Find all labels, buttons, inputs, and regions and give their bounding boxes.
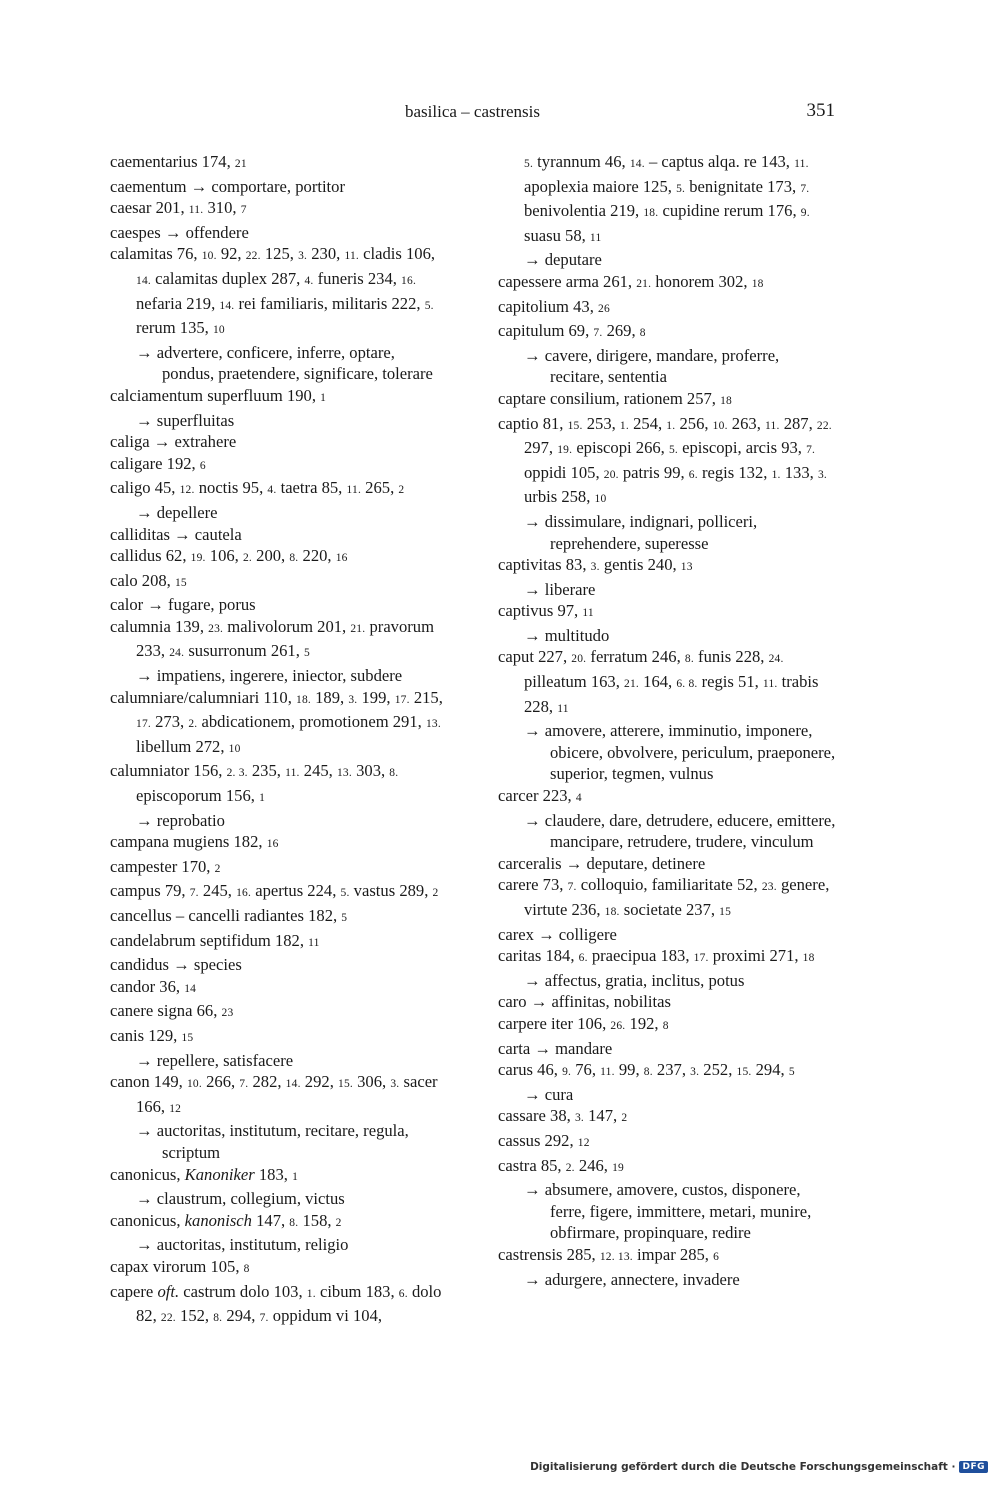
page-header	[110, 102, 835, 130]
index-column-right	[498, 151, 836, 1290]
index-entry: campus 79, 7. 245, 16. apertus 224, 5. vastus 289, 2	[110, 881, 439, 901]
index-entry: carcer 223, 4 → claudere, dare, detrudere, educere, emittere, mancipare, retrudere, trudere, vinculum	[498, 786, 836, 852]
page-number: 351	[806, 100, 835, 121]
footer-text: Digitalisierung gefördert durch die Deutsche Forschungsgemeinschaft ·	[530, 1461, 956, 1473]
index-entry: caro → affinitas, nobilitas	[498, 992, 671, 1012]
index-entry: campester 170, 2	[110, 856, 221, 876]
index-entry: captivus 97, 11 → multitudo	[498, 601, 610, 645]
index-entry: caput 227, 20. ferratum 246, 8. funis 228, 24. pilleatum 163, 21. 164, 6. 8. regis 51, 11. trabis 228, 11 → amovere, atterere, imminutio, imponere, obicere, obvolvere, periculum, praeponere, superior, tegmen, vulnus	[498, 647, 836, 784]
index-entry: captio 81, 15. 253, 1. 254, 1. 256, 10. 263, 11. 287, 22. 297, 19. episcopi 266, 5. episcopi, arcis 93, 7. oppidi 105, 20. patris 99, 6. regis 132, 1. 133, 3. urbis 258, 10 → dissimulare, indignari, polliceri, reprehendere, superesse	[498, 413, 832, 553]
index-entry: calciamentum superfluum 190, 1 → superfluitas	[110, 385, 327, 430]
index-entry: calamitas 76, 10. 92, 22. 125, 3. 230, 11. cladis 106, 14. calamitas duplex 287, 4. funeris 234, 16. nefaria 219, 14. rei familiaris, militaris 222, 5. rerum 135, 10 → advertere, conficere, inferre, optare, pondus, praetendere, significare, tolerare	[110, 244, 436, 384]
dfg-logo: DFG	[959, 1461, 988, 1473]
index-entry: calumnia 139, 23. malivolorum 201, 21. pravorum 233, 24. susurronum 261, 5 → impatiens, ingerere, iniector, subdere	[110, 616, 435, 686]
index-entry: canis 129, 15 → repellere, satisfacere	[110, 1025, 294, 1070]
index-entry: capitulum 69, 7. 269, 8 → cavere, dirigere, mandare, proferre, recitare, sententia	[498, 321, 780, 387]
index-entry: calumniator 156, 2. 3. 235, 11. 245, 13. 303, 8. episcoporum 156, 1 → reprobatio	[110, 761, 399, 830]
index-entry: calo 208, 15	[110, 570, 187, 590]
index-entry: caementum → comportare, portitor	[110, 176, 345, 196]
index-entry: capessere arma 261, 21. honorem 302, 18	[498, 271, 764, 291]
index-entry: 5. tyrannum 46, 14. – captus alqa. re 143, 11. apoplexia maiore 125, 5. benignitate 173, 7. benivolentia 219, 18. cupidine rerum 176, 9. suasu 58, 11 → deputare	[524, 152, 810, 270]
index-entry: calumniare/calumniari 110, 18. 189, 3. 199, 17. 215, 17. 273, 2. abdicationem, promotionem 291, 13. libellum 272, 10	[110, 687, 443, 756]
index-entry: callidus 62, 19. 106, 2. 200, 8. 220, 16	[110, 546, 348, 566]
running-head: basilica – castrensis	[404, 102, 540, 121]
index-entry: caligo 45, 12. noctis 95, 4. taetra 85, 11. 265, 2 → depellere	[110, 478, 405, 522]
index-entry: carex → colligere	[498, 924, 617, 944]
index-entry: candor 36, 14	[110, 976, 197, 996]
index-entry: caespes → offendere	[110, 222, 249, 242]
index-entry: captivitas 83, 3. gentis 240, 13 → liberare	[498, 555, 693, 599]
index-entry: capere oft. castrum dolo 103, 1. cibum 183, 6. dolo 82, 22. 152, 8. 294, 7. oppidum vi 104,	[110, 1281, 442, 1326]
index-entry: carceralis → deputare, detinere	[498, 853, 706, 873]
index-column-left	[110, 151, 448, 1330]
index-entry: canonicus, Kanoniker 183, 1 → claustrum, collegium, victus	[110, 1164, 345, 1209]
index-entry: cassare 38, 3. 147, 2	[498, 1106, 628, 1126]
index-entry: caligare 192, 6	[110, 453, 206, 473]
index-entry: capitolium 43, 26	[498, 296, 610, 316]
index-entry: castrensis 285, 12. 13. impar 285, 6 → adurgere, annectere, invadere	[498, 1244, 740, 1289]
index-entry: capax virorum 105, 8	[110, 1256, 250, 1276]
index-entry: caementarius 174, 21	[110, 152, 247, 171]
index-entry: cancellus – cancelli radiantes 182, 5	[110, 906, 348, 925]
index-entry: carpere iter 106, 26. 192, 8	[498, 1013, 669, 1033]
index-entry: canere signa 66, 23	[110, 1001, 234, 1021]
index-entry: carus 46, 9. 76, 11. 99, 8. 237, 3. 252, 15. 294, 5 → cura	[498, 1060, 795, 1104]
index-entry: caesar 201, 11. 310, 7	[110, 198, 247, 218]
index-entry: cassus 292, 12	[498, 1130, 590, 1150]
index-entry: candelabrum septifidum 182, 11	[110, 930, 320, 950]
index-entry: captare consilium, rationem 257, 18	[498, 388, 733, 408]
index-entry: carta → mandare	[498, 1038, 613, 1058]
index-entry: canon 149, 10. 266, 7. 282, 14. 292, 15. 306, 3. sacer 166, 12 → auctoritas, institutum, recitare, regula, scriptum	[110, 1072, 438, 1162]
digitization-footer	[530, 1461, 988, 1473]
index-entry: candidus → species	[110, 955, 242, 975]
index-entry: calor → fugare, porus	[110, 595, 256, 615]
index-entry: castra 85, 2. 246, 19 → absumere, amovere, custos, disponere, ferre, figere, immittere, metari, munire, obfirmare, propinquare, redire	[498, 1155, 812, 1243]
index-entry: caliga → extrahere	[110, 432, 237, 452]
index-entry: caritas 184, 6. praecipua 183, 17. proximi 271, 18 → affectus, gratia, inclitus, potus	[498, 946, 815, 990]
index-entry: calliditas → cautela	[110, 524, 242, 544]
index-entry: canonicus, kanonisch 147, 8. 158, 2 → auctoritas, institutum, religio	[110, 1210, 349, 1255]
index-entry: carere 73, 7. colloquio, familiaritate 52, 23. genere, virtute 236, 18. societate 237, 15	[498, 875, 830, 919]
index-entry: campana mugiens 182, 16	[110, 832, 279, 852]
